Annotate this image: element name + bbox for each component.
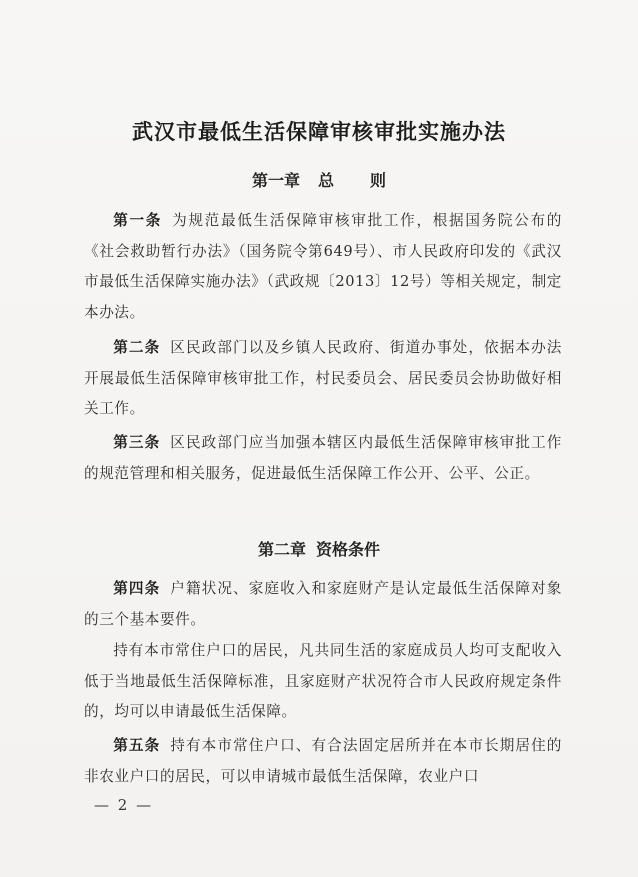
paragraph-article-3 (84, 428, 562, 489)
paragraph-article-5 (84, 731, 562, 792)
document-title: 武汉市最低生活保障审核审批实施办法 (132, 120, 506, 144)
article-label: 第一条 (113, 212, 163, 229)
chapter-heading-1 (0, 168, 638, 191)
paragraph-article-4-cont (84, 636, 562, 728)
article-text: 区民政部门以及乡镇人民政府、街道办事处，依据本办法开展最低生活保障审核审批工作，村民委员会、居民委员会协助做好相关工作。 (84, 339, 562, 417)
article-label: 第五条 (113, 737, 161, 754)
page-number: — 2 — (94, 796, 154, 814)
article-text: 为规范最低生活保障审核审批工作，根据国务院公布的《社会救助暂行办法》（国务院令第649号）、市人民政府印发的《武汉市最低生活保障实施办法》（武政规〔2013〕12号）等相关规定，制定本办法。 (84, 212, 562, 321)
article-label: 第二条 (113, 339, 161, 356)
paragraph-article-1 (84, 206, 562, 328)
article-label: 第四条 (113, 580, 161, 597)
article-label: 第三条 (113, 434, 161, 451)
article-text: 持有本市常住户口、有合法固定居所并在本市长期居住的非农业户口的居民，可以申请城市最低生活保障，农业户口 (84, 737, 562, 785)
article-text: 户籍状况、家庭收入和家庭财产是认定最低生活保障对象的三个基本要件。 (84, 580, 562, 628)
chapter-name: 资格条件 (316, 540, 381, 559)
paragraph-article-2 (84, 333, 562, 425)
chapter-number: 第二章 (257, 540, 306, 559)
chapter-name-2: 则 (370, 171, 387, 190)
paragraph-article-4 (84, 574, 562, 635)
article-text: 持有本市常住户口的居民，凡共同生活的家庭成员人均可支配收入低于当地最低生活保障标准，且家庭财产状况符合市人民政府规定条件的，均可以申请最低生活保障。 (84, 642, 562, 720)
article-text: 区民政部门应当加强本辖区内最低生活保障审核审批工作的规范管理和相关服务，促进最低生活保障工作公开、公平、公正。 (84, 434, 562, 482)
chapter-name: 总 (317, 171, 334, 190)
chapter-number: 第一章 (251, 171, 300, 190)
chapter-heading-2 (0, 537, 638, 560)
